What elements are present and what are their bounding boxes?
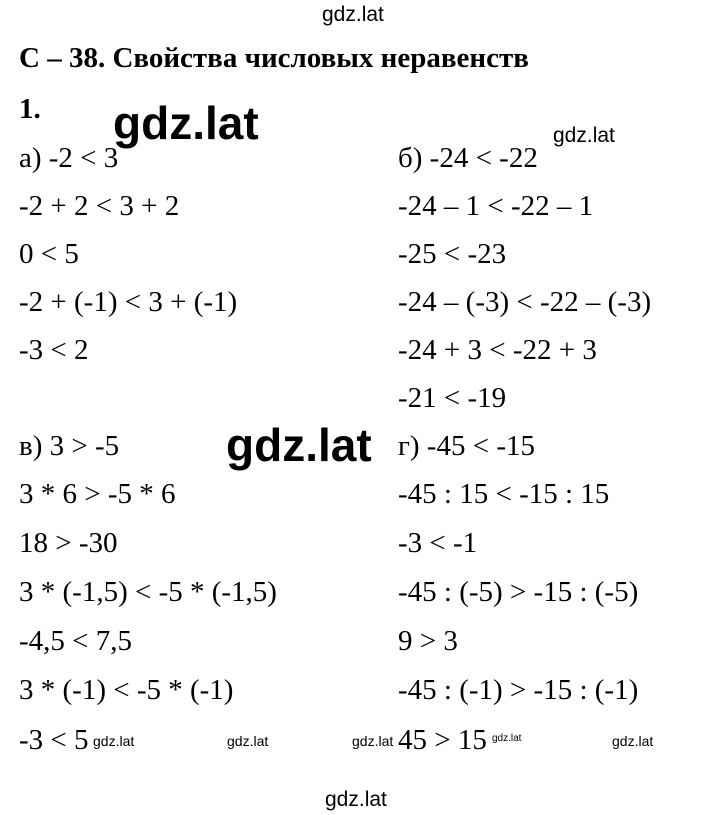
page-title: С – 38. Свойства числовых неравенств — [19, 42, 529, 74]
right2-line-7: 45 > 15 — [398, 724, 487, 756]
left2-line-6: 3 * (-1) < -5 * (-1) — [19, 674, 234, 706]
left2-line-4: 3 * (-1,5) < -5 * (-1,5) — [19, 576, 277, 608]
left-line-4: -2 + (-1) < 3 + (-1) — [19, 286, 238, 318]
watermark-big-2: gdz.lat — [226, 419, 372, 471]
left-line-3: 0 < 5 — [19, 238, 79, 270]
left2-line-2: 3 * 6 > -5 * 6 — [19, 478, 176, 510]
right-line-3: -25 < -23 — [398, 238, 507, 270]
right-line-5: -24 + 3 < -22 + 3 — [398, 334, 597, 366]
left2-line-1: в) 3 > -5 — [19, 430, 120, 462]
left-line-2: -2 + 2 < 3 + 2 — [19, 190, 180, 222]
watermark-big-1: gdz.lat — [113, 97, 259, 149]
watermark-bottom-4: gdz.lat — [492, 733, 522, 744]
left-line-1: а) -2 < 3 — [19, 142, 119, 174]
left2-line-7: -3 < 5 — [19, 724, 89, 756]
right2-line-4: -45 : (-5) > -15 : (-5) — [398, 576, 639, 608]
watermark-bottom-1: gdz.lat — [93, 733, 135, 749]
right-line-4: -24 – (-3) < -22 – (-3) — [398, 286, 652, 318]
left2-line-3: 18 > -30 — [19, 527, 118, 559]
right-line-6: -21 < -19 — [398, 382, 507, 414]
task-number: 1. — [19, 93, 41, 125]
right2-line-5: 9 > 3 — [398, 625, 458, 657]
right2-line-2: -45 : 15 < -15 : 15 — [398, 478, 610, 510]
right2-line-1: г) -45 < -15 — [398, 430, 535, 462]
watermark-bottom-5: gdz.lat — [612, 733, 654, 749]
watermark-right-1: gdz.lat — [553, 124, 615, 147]
right2-line-3: -3 < -1 — [398, 527, 478, 559]
left-line-5: -3 < 2 — [19, 334, 89, 366]
left2-line-5: -4,5 < 7,5 — [19, 625, 133, 657]
watermark-bottom-2: gdz.lat — [227, 733, 269, 749]
right2-line-6: -45 : (-1) > -15 : (-1) — [398, 674, 639, 706]
right-line-2: -24 – 1 < -22 – 1 — [398, 190, 594, 222]
watermark-top: gdz.lat — [322, 3, 384, 26]
watermark-bottom: gdz.lat — [325, 788, 387, 811]
watermark-bottom-3: gdz.lat — [352, 733, 394, 749]
right-line-1: б) -24 < -22 — [398, 142, 538, 174]
